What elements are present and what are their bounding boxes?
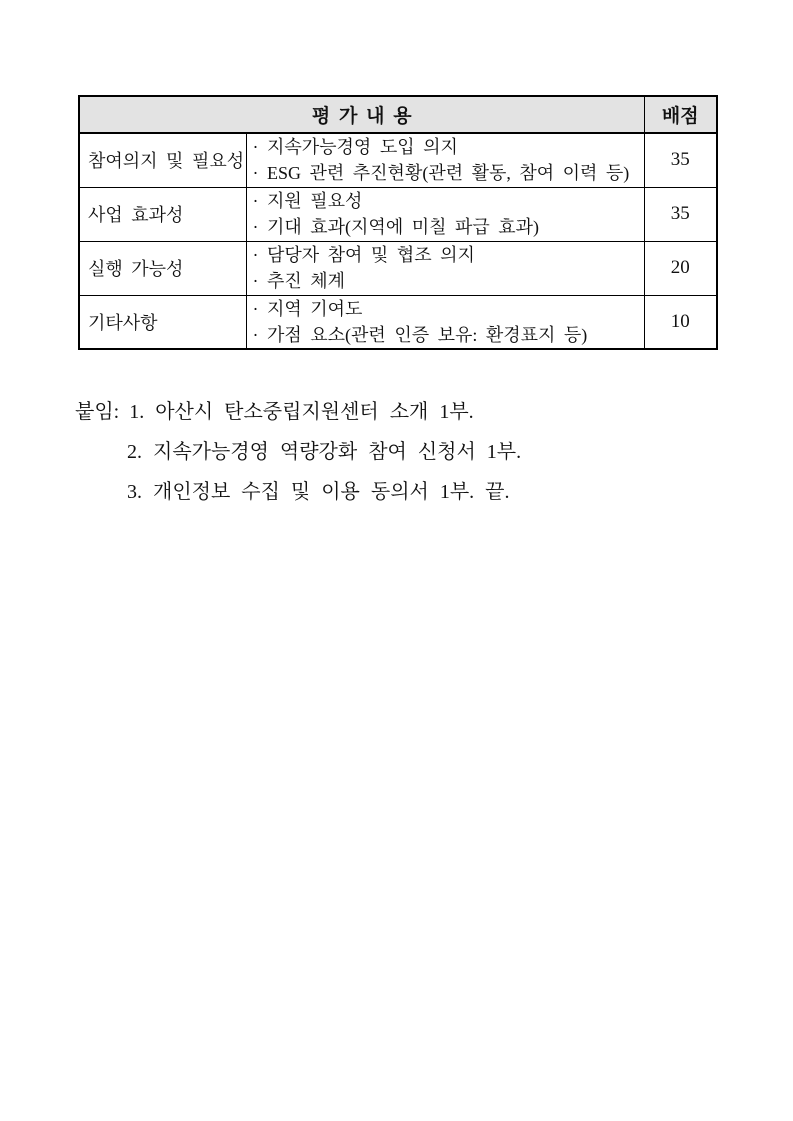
table-row	[79, 295, 717, 349]
attachment-line	[75, 472, 521, 512]
evaluation-criteria-table	[78, 95, 718, 350]
table-row	[79, 241, 717, 295]
attachment-line	[75, 392, 521, 432]
attachment-item: 1. 아산시 탄소중립지원센터 소개 1부.	[129, 401, 474, 423]
items-cell	[246, 187, 644, 241]
attachments-block	[75, 392, 521, 512]
category-cell: 기타사항	[79, 295, 246, 349]
items-cell	[246, 241, 644, 295]
item-line: · 지역 기여도	[252, 298, 363, 319]
table-row	[79, 187, 717, 241]
item-line: · ESG 관련 추진현황(관련 활동, 참여 이력 등)	[252, 163, 630, 184]
attachment-item: 3. 개인정보 수집 및 이용 동의서 1부. 끝.	[127, 481, 510, 503]
items-cell	[246, 295, 644, 349]
points-cell: 35	[644, 133, 717, 187]
attachment-line	[75, 432, 521, 472]
items-cell	[246, 133, 644, 187]
item-line: · 지속가능경영 도입 의지	[252, 137, 458, 158]
item-line: · 기대 효과(지역에 미칠 파급 효과)	[252, 217, 540, 237]
category-cell: 사업 효과성	[79, 187, 246, 241]
points-cell: 10	[644, 295, 717, 349]
category-cell: 참여의지 및 필요성	[79, 133, 246, 187]
attachment-item: 2. 지속가능경영 역량강화 참여 신청서 1부.	[127, 441, 522, 463]
item-line: · 가점 요소(관련 인증 보유: 환경표지 등)	[252, 324, 588, 345]
item-line: · 지원 필요성	[252, 191, 363, 211]
item-line: · 추진 체계	[252, 271, 346, 291]
item-line: · 담당자 참여 및 협조 의지	[252, 245, 475, 265]
table-row	[79, 133, 717, 187]
header-cell-criteria: 평 가 내 용	[79, 96, 644, 133]
attachments-label: 붙임:	[75, 401, 120, 423]
points-cell: 35	[644, 187, 717, 241]
header-cell-points: 배점	[644, 96, 717, 133]
table-header-row	[79, 96, 717, 133]
points-cell: 20	[644, 241, 717, 295]
category-cell: 실행 가능성	[79, 241, 246, 295]
